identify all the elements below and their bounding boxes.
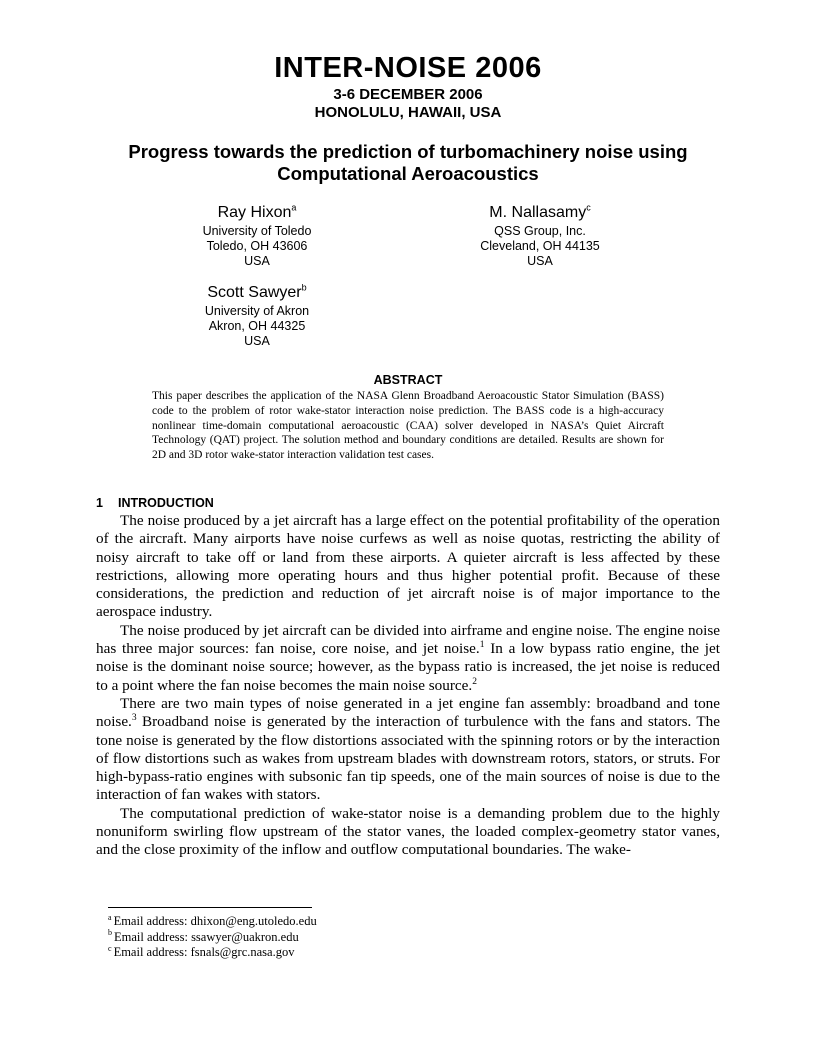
conference-name: INTER-NOISE 2006 — [274, 52, 542, 84]
author-city: Akron, OH 44325 — [208, 319, 306, 333]
paragraph-text: The noise produced by jet aircraft can be divided into airframe and engine noise. The engine noise has three major sources: fan noise, core noise, and jet noise. — [96, 621, 720, 658]
footnote-rule — [108, 907, 312, 908]
footnote — [108, 930, 317, 946]
author-block — [420, 203, 660, 269]
author-name: Ray Hixon$^a$ — [217, 202, 297, 221]
footnote-text: Email address: ssawyer@uakron.edu — [114, 929, 299, 944]
paragraph-text: Broadband noise is generated by the interaction of turbulence with the fans and stators. The tone noise is generated by the flow distortions associated with the spinning rotors or by the interaction of flow distortions such as wakes from upstream blades with downstream rotors, stators, or struts. For high-bypass-ratio engines with subsonic fan tip speeds, one of the main sources of noise is due to the interaction of fan wakes with stators. — [96, 713, 720, 804]
reference-marker: 2 — [472, 676, 477, 687]
paragraph — [96, 805, 720, 860]
paragraph-text: In a low bypass ratio engine, the jet noise is the dominant noise source; however, as the bypass ratio is increased, the jet noise is reduced to a point where the fan noise becomes the main noise source. — [96, 640, 720, 694]
paragraph-text: The noise produced by a jet aircraft has a large effect on the potential profitability of the operation of the aircraft. Many airports have noise curfews as well as noise quotas, restricting the ability of noisy aircraft to take off or land from these airports. A quieter aircraft is less affected by these restrictions, allowing more operating hours and thus higher potential profit. Because of these considerations, the prediction and reduction of jet aircraft noise is of major importance to the aerospace industry. — [96, 512, 720, 621]
author-country: USA — [244, 254, 270, 268]
author-mark: b — [301, 282, 307, 293]
reference-marker: 1 — [479, 640, 485, 651]
footnote-mark: a — [108, 912, 112, 922]
section-title: INTRODUCTION — [118, 496, 214, 510]
section-heading — [96, 496, 214, 510]
footnote-text: Email address: dhixon@eng.utoledo.edu — [113, 914, 317, 928]
author-city: Toledo, OH 43606 — [206, 239, 308, 253]
footnote — [108, 914, 317, 930]
author-block — [177, 203, 337, 269]
author-block — [177, 283, 337, 349]
abstract-text: This paper describes the application of the NASA Glenn Broadband Aeroacoustic Stator Simulation (BASS) code to the problem of rotor wake-stator interaction noise prediction. The BASS code is a high-accuracy nonlinear time-domain computational aeroacoustic (CAA) solver developed in NASA’s Quiet Aircraft Technology (QAT) project. The solution method and boundary conditions are detailed. Results are shown for 2D and 3D rotor wake-stator interaction validation test cases. — [152, 390, 664, 462]
conference-place: HONOLULU, HAWAII, USA — [314, 104, 502, 121]
author-city: Cleveland, OH 44135 — [480, 239, 600, 253]
author-mark: a — [291, 202, 297, 213]
author-country: USA — [527, 254, 553, 268]
paragraph — [96, 512, 720, 622]
author-mark: c — [586, 202, 591, 213]
paragraph-text: The computational prediction of wake-stator noise is a demanding problem due to the highly nonuniform swirling flow upstream of the stator vanes, the loaded complex-geometry stator vanes, and the close proximity of the inflow and outflow computational boundaries. The wake- — [96, 804, 720, 859]
footnotes — [108, 914, 317, 961]
section-number: 1 — [96, 496, 103, 510]
footnote-text: Email address: fsnals@grc.nasa.gov — [113, 945, 295, 959]
reference-marker: 3 — [131, 713, 137, 724]
paper-title: Progress towards the prediction of turbomachinery noise using Computational Aeroacoustics — [128, 141, 688, 184]
author-name: M. Nallasamy$^c$ — [489, 202, 591, 221]
author-affiliation: University of Akron — [204, 304, 310, 318]
author-country: USA — [244, 334, 270, 348]
abstract-heading: ABSTRACT — [373, 373, 443, 387]
author-name: Scott Sawyer$^b$ — [207, 282, 307, 301]
conference-dates: 3-6 DECEMBER 2006 — [333, 86, 483, 103]
footnote-mark: b — [108, 928, 112, 938]
paragraph — [96, 622, 720, 695]
paragraph — [96, 695, 720, 805]
author-affiliation: QSS Group, Inc. — [494, 224, 586, 238]
body-text — [96, 512, 720, 860]
footnote — [108, 945, 317, 961]
author-affiliation: University of Toledo — [202, 224, 312, 238]
paragraph-text: There are two main types of noise generated in a jet engine fan assembly: broadband and tone noise. — [96, 694, 720, 731]
footnote-mark: c — [108, 943, 112, 953]
